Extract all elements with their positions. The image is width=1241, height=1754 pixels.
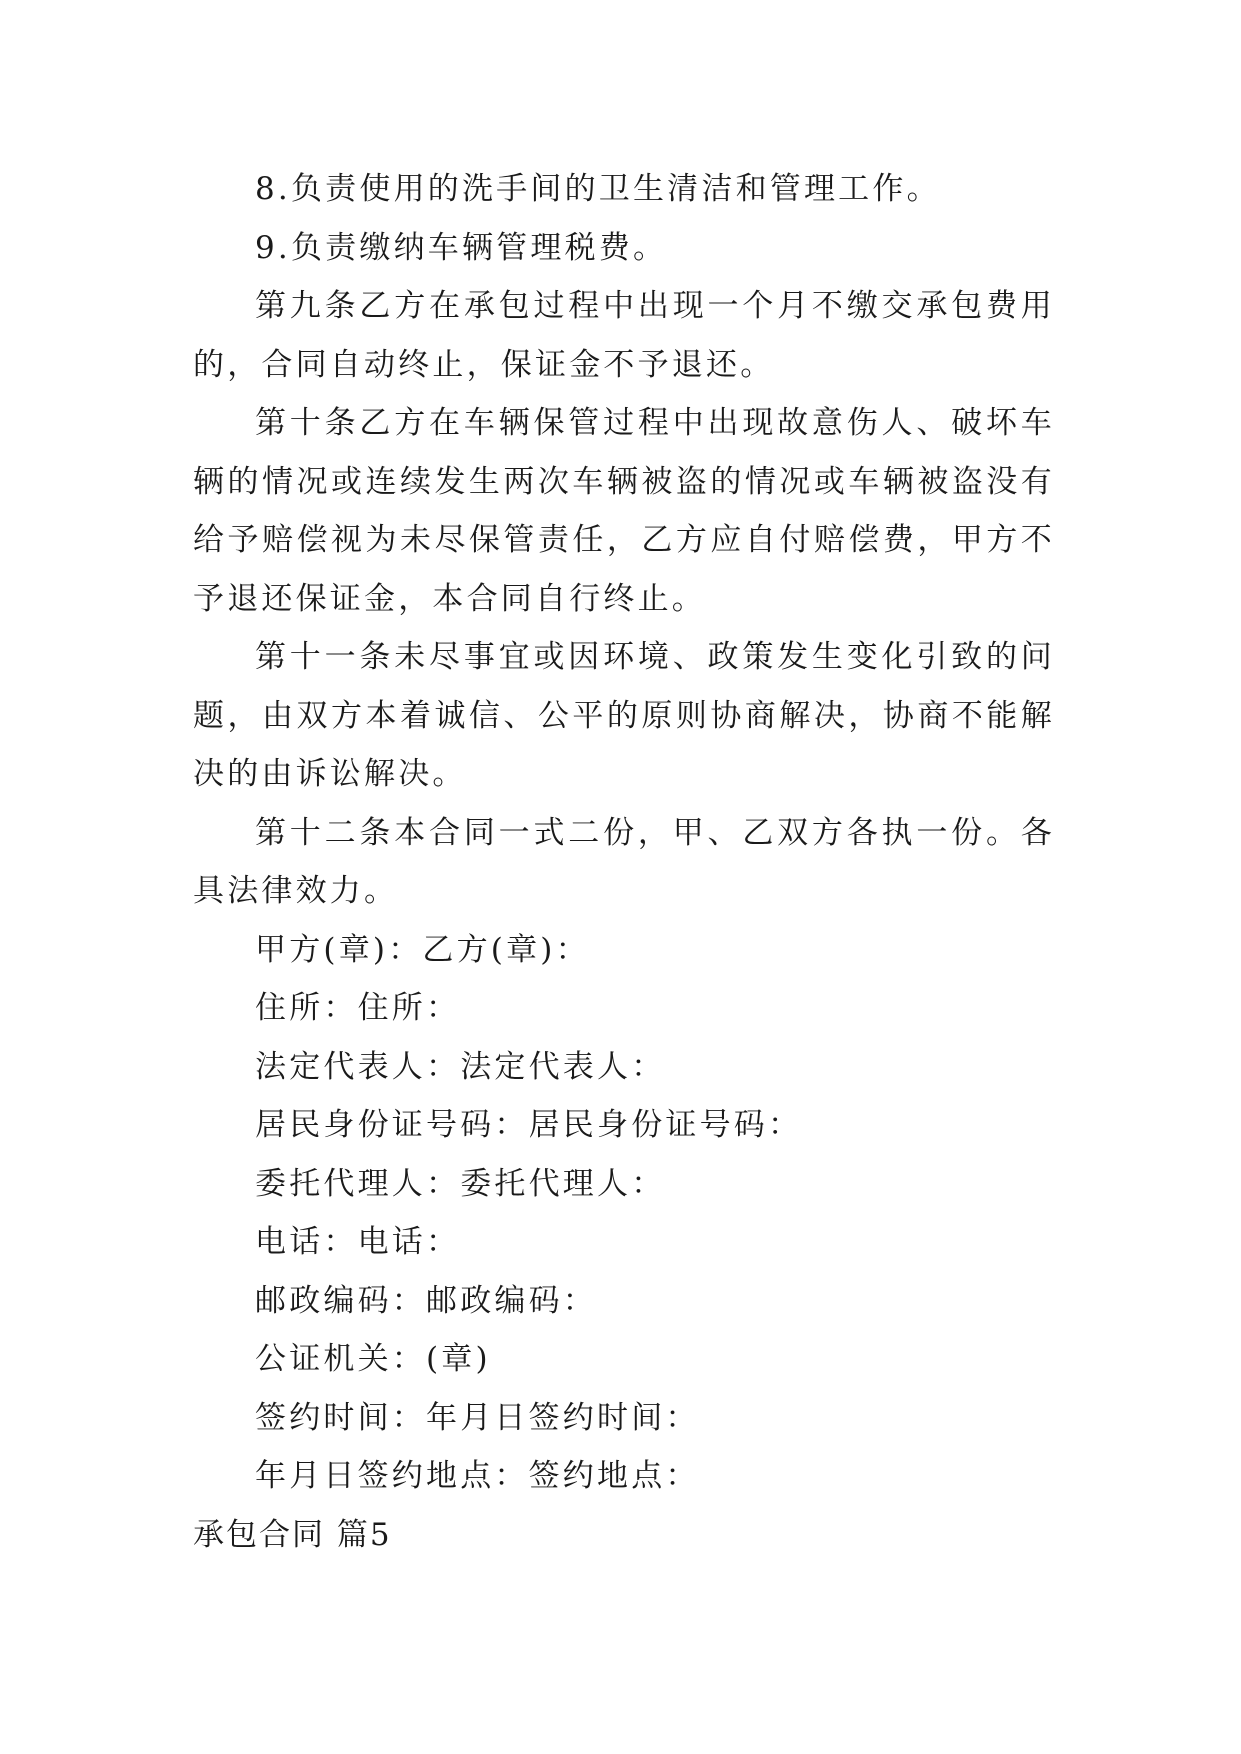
signature-line-id-number: 居民身份证号码：居民身份证号码：: [255, 1107, 803, 1143]
section-title: 承包合同 篇5: [193, 1516, 392, 1553]
signature-line-notary: 公证机关：(章): [255, 1341, 491, 1377]
signature-line-agent: 委托代理人：委托代理人：: [255, 1165, 666, 1202]
signature-line-sign-time: 签约时间：年月日签约时间：: [255, 1399, 700, 1436]
paragraph-article-10: 第十条乙方在车辆保管过程中出现故意伤人、破坏车辆的情况或连续发生两次车辆被盗的情况或车辆被盗没有给予赔偿视为未尽保管责任，乙方应自付赔偿费，甲方不予退还保证金，本合同自行终止。: [193, 405, 1055, 617]
signature-line-phone: 电话：电话：: [255, 1224, 461, 1260]
signature-line-address: 住所：住所：: [255, 990, 461, 1026]
signature-line-seal: 甲方(章)：乙方(章)：: [255, 931, 590, 968]
paragraph-article-9: 第九条乙方在承包过程中出现一个月不缴交承包费用的，合同自动终止，保证金不予退还。: [193, 288, 1055, 383]
paragraph-item-9: 9.负责缴纳车辆管理税费。: [255, 229, 668, 266]
paragraph-item-8: 8.负责使用的洗手间的卫生清洁和管理工作。: [255, 171, 941, 207]
paragraph-article-11: 第十一条未尽事宜或因环境、政策发生变化引致的问题，由双方本着诚信、公平的原则协商解决，协商不能解决的由诉讼解决。: [193, 639, 1055, 792]
document-body: [193, 160, 1055, 1564]
signature-line-legal-rep: 法定代表人：法定代表人：: [255, 1048, 666, 1085]
signature-line-postcode: 邮政编码：邮政编码：: [255, 1282, 597, 1319]
paragraph-article-12: 第十二条本合同一式二份，甲、乙双方各执一份。各具法律效力。: [193, 814, 1055, 909]
signature-line-sign-place: 年月日签约地点：签约地点：: [255, 1458, 700, 1494]
